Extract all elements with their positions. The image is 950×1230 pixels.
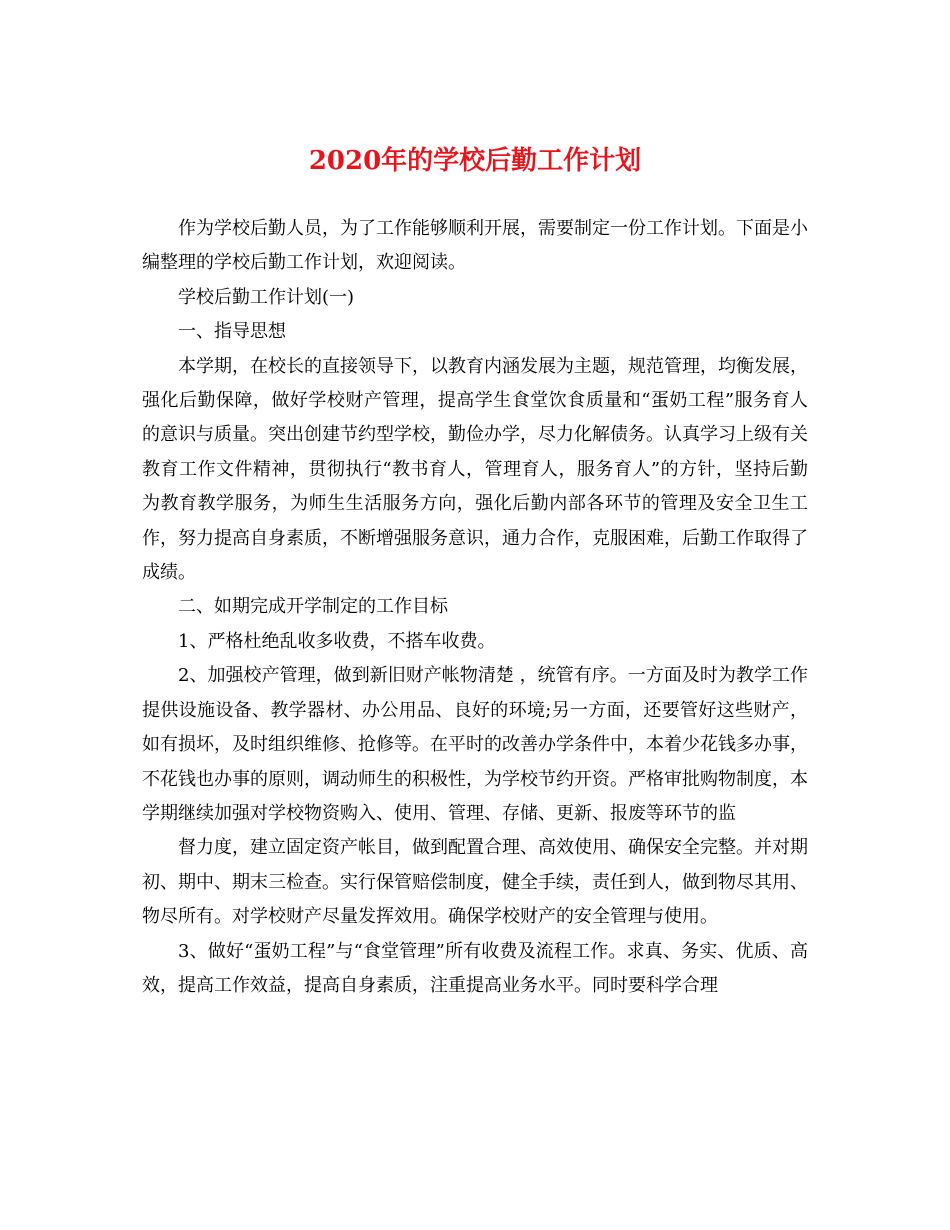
paragraph-intro: 作为学校后勤人员，为了工作能够顺利开展，需要制定一份工作计划。下面是小编整理的学校后勤工作计划，欢迎阅读。 bbox=[142, 218, 808, 274]
paragraph-guiding-ideology: 本学期，在校长的直接领导下，以教育内涵发展为主题，规范管理，均衡发展，强化后勤保障，做好学校财产管理，提高学生食堂饮食质量和“蛋奶工程”服务育人的意识与质量。突出创建节约型学校，勤俭办学，尽力化解债务。认真学习上级有关教育工作文件精神，贯彻执行“教书育人，管理育人，服务育人”的方针，坚持后勤为教育教学服务，为师生生活服务方向，强化后勤内部各环节的管理及安全卫生工作，努力提高自身素质，不断增强服务意识，通力合作，克服困难，后勤工作取得了成绩。 bbox=[142, 355, 808, 584]
paragraph-item-3: 3、做好“蛋奶工程”与“食堂管理”所有收费及流程工作。求真、务实、优质、高效，提高工作效益，提高自身素质，注重提高业务水平。同时要科学合理 bbox=[142, 940, 808, 996]
paragraph-section-1-heading: 一、指导思想 bbox=[178, 321, 286, 343]
paragraph-section-2-heading: 二、如期完成开学制定的工作目标 bbox=[178, 596, 448, 618]
document-body bbox=[142, 212, 808, 1003]
paragraph-item-2-continued: 督力度，建立固定资产帐目，做到配置合理、高效使用、确保安全完整。并对期初、期中、期末三检查。实行保管赔偿制度，健全手续，责任到人，做到物尽其用、物尽所有。对学校财产尽量发挥效用。确保学校财产的安全管理与使用。 bbox=[142, 837, 808, 928]
paragraph-plan-heading: 学校后勤工作计划(一) bbox=[178, 286, 355, 308]
paragraph-item-1: 1、严格杜绝乱收多收费，不搭车收费。 bbox=[178, 630, 496, 652]
paragraph-item-2: 2、加强校产管理，做到新旧财产帐物清楚 ，统管有序。一方面及时为教学工作提供设施设备、教学器材、办公用品、良好的环境;另一方面，还要管好这些财产，如有损坏，及时组织维修、抢修等。在平时的改善办学条件中，本着少花钱多办事，不花钱也办事的原则，调动师生的积极性，为学校节约开资。严格审批购物制度，本学期继续加强对学校物资购入、使用、管理、存储、更新、报废等环节的监 bbox=[142, 665, 808, 824]
document-title: 2020年的学校后勤工作计划 bbox=[308, 146, 642, 176]
